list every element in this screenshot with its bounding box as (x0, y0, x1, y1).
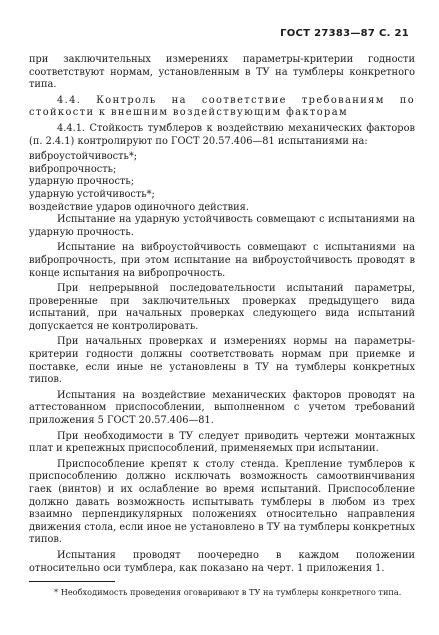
paragraph-drawings: При необходимости в ТУ следует приводить чертежи монтажных плат и крепежных приспособлений, применяемых при испытании. (29, 430, 415, 455)
test-list (29, 151, 415, 214)
footnote-divider (29, 581, 115, 582)
paragraph-impact-stability: Испытание на ударную устойчивость совмещают с испытаниями на ударную прочность. (29, 214, 415, 238)
list-item: виброустойчивость*; (29, 151, 138, 163)
paragraph-continuation: при заключительных измерениях параметры-критерии годности соответствуют нормам, установленным в ТУ на тумблеры конкретного типа. (29, 54, 415, 91)
list-item: ударную устойчивость*; (29, 188, 155, 200)
paragraph-vibration-stability: Испытание на виброустойчивость совмещают с испытаниями на вибропрочность, при этом испытание на виброустойчивость проводят в конце испытания на вибропрочность. (29, 242, 415, 279)
paragraph-initial-checks: При начальных проверках и измерениях нормы на параметры-критерии годности должны соответствовать нормам при приемке и поставке, если иные не установлены в ТУ на тумблеры конкретных типов. (29, 336, 415, 386)
paragraph-4-4-1: 4.4.1. Стойкость тумблеров к воздействию механических факторов (п. 2.4.1) контролируют по ГОСТ 20.57.406—81 испытаниями на: (29, 122, 415, 147)
paragraph-mechanical-tests: Испытания на воздействие механических факторов проводят на аттестованном приспособлении, выполненном с учетом требований приложения 5 ГОСТ 20.57.406—81. (29, 389, 415, 427)
paragraph-test-positions: Испытания проводят поочередно в каждом положении относительно оси тумблера, как показано на черт. 1 приложения 1. (29, 549, 415, 574)
list-item: воздействие ударов одиночного действия. (29, 201, 249, 213)
paragraph-fixture: Приспособление крепят к столу стенда. Крепление тумблеров к приспособлению должно исключать возможность самоотвинчивания гаек (винтов) и их ослабление во время испытаний. Приспособление должно давать возможность испытывать тумблеры в любом из трех взаимно перпендикулярных положениях относительно направления движения стола, если иное не установлено в ТУ на тумблеры конкретных типов. (29, 458, 415, 546)
document-body (29, 54, 415, 578)
list-item: вибропрочность; (29, 163, 117, 175)
footnote: * Необходимость проведения оговаривают в ТУ на тумблеры конкретного типа. (54, 587, 402, 597)
list-item: ударную прочность; (29, 176, 134, 188)
paragraph-continuous-sequence: При непрерывной последовательности испытаний параметры, проверенные при заключительных проверках предыдущего вида испытаний, при начальных проверках следующего вида испытаний допускается не контролировать. (29, 283, 415, 332)
section-heading-4-4: 4.4. Контроль на соответствие требованиям по стойкости к внешним воздействующим факторам (29, 94, 415, 119)
page-header: ГОСТ 27383—87 С. 21 (280, 28, 409, 39)
